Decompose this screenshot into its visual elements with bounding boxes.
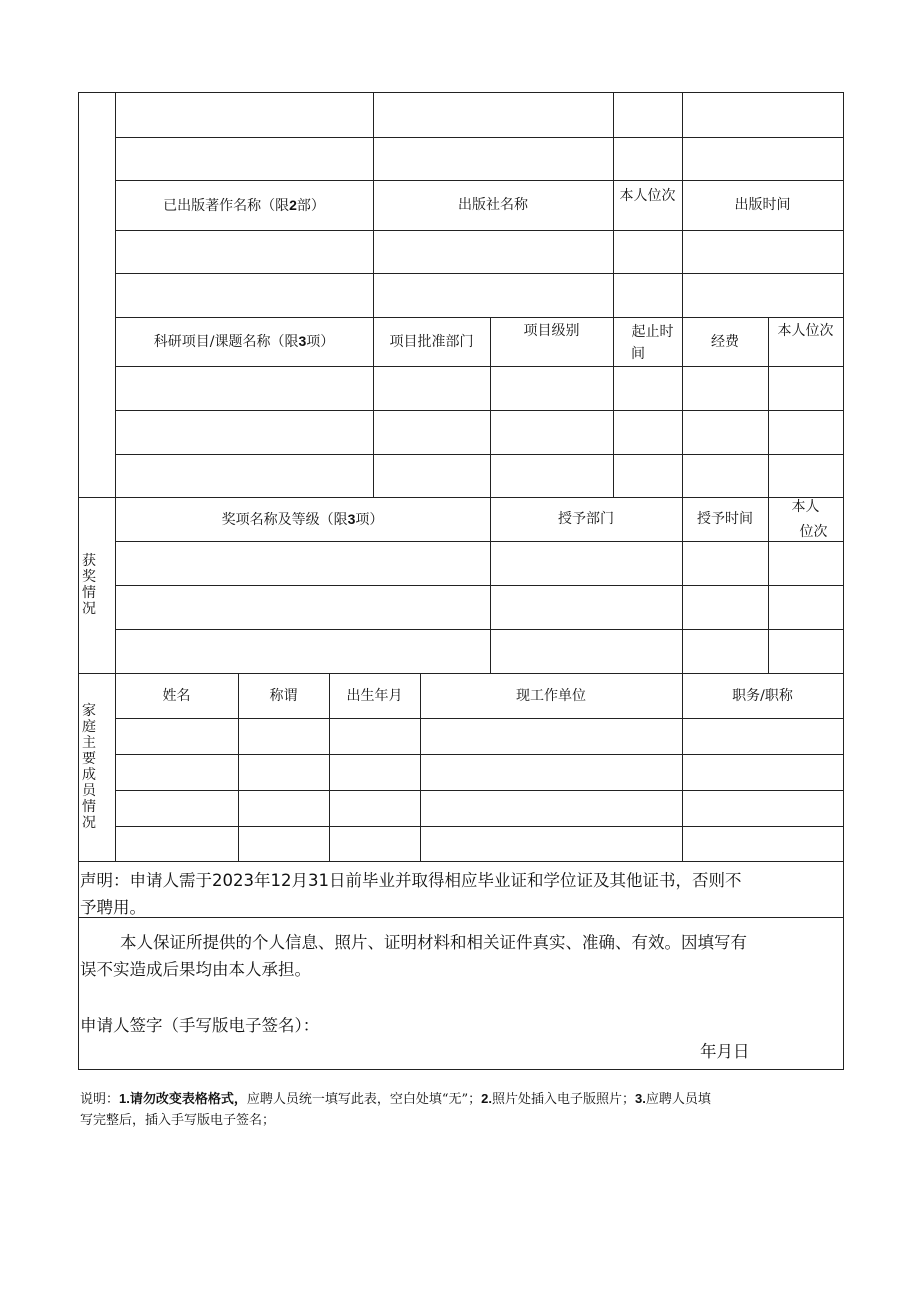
rule-right: [843, 92, 844, 1070]
rule: [115, 454, 844, 455]
footer-note-line-2: 写完整后，插入手写版电子签名；: [80, 1113, 276, 1128]
rule-section: [78, 861, 844, 862]
award-rank-header-1: 本人: [791, 499, 820, 515]
awards-section-label: 获奖情况: [82, 553, 96, 617]
proj-rank-header: 本人位次: [777, 323, 834, 339]
family-name-header: 姓名: [162, 688, 191, 704]
declaration-line-1: 声明：申请人需于2023年12月31日前毕业并取得相应毕业证和学位证及其他证书，否则不: [80, 871, 742, 890]
proj-period-header-1: 起止时: [631, 324, 674, 340]
rule: [115, 137, 844, 138]
pub-rank-header: 本人位次: [619, 188, 676, 204]
rule: [115, 273, 844, 274]
rule-section: [78, 917, 844, 918]
rule: [768, 497, 769, 674]
rule: [115, 366, 844, 367]
rule: [115, 718, 844, 719]
rule: [115, 754, 844, 755]
rule: [115, 410, 844, 411]
rule: [115, 541, 844, 542]
rule-section: [78, 497, 844, 498]
rule: [768, 317, 769, 498]
rule-section: [78, 673, 844, 674]
rule: [373, 92, 374, 498]
rule: [490, 317, 491, 498]
pub-title-header: 已出版著作名称（限2部）: [163, 197, 325, 214]
rule: [613, 317, 614, 498]
rule: [115, 317, 844, 318]
rule-bottom: [78, 1069, 844, 1070]
award-title-header: 奖项名称及等级（限3项）: [221, 511, 384, 528]
proj-dept-header: 项目批准部门: [389, 334, 474, 350]
proj-period-header-2: 间: [631, 346, 645, 362]
pub-date-header: 出版时间: [734, 197, 791, 213]
pub-publisher-header: 出版社名称: [458, 197, 528, 213]
award-rank-header-2: 位次: [799, 524, 828, 540]
family-section-label: 家庭主要成员情况: [82, 703, 96, 831]
family-birth-header: 出生年月: [346, 688, 403, 704]
family-relation-header: 称谓: [269, 688, 298, 704]
family-position-header: 职务/职称: [732, 688, 793, 704]
signature-date: 年月日: [700, 1042, 750, 1061]
rule: [115, 230, 844, 231]
footer-note-line-1: 说明：1.请勿改变表格格式，应聘人员统一填写此表，空白处填“无”；2.照片处插入电子版照片；3.应聘人员填: [80, 1091, 711, 1107]
rule: [115, 629, 844, 630]
signature-label: 申请人签字（手写版电子签名）：: [80, 1016, 320, 1035]
award-dept-header: 授予部门: [558, 511, 614, 527]
award-date-header: 授予时间: [697, 511, 753, 527]
rule: [115, 585, 844, 586]
family-employer-header: 现工作单位: [516, 688, 586, 704]
proj-funding-header: 经费: [711, 334, 739, 350]
proj-level-header: 项目级别: [523, 323, 580, 339]
pledge-line-2: 误不实造成后果均由本人承担。: [80, 960, 311, 979]
rule: [115, 180, 844, 181]
rule: [115, 790, 844, 791]
proj-title-header: 科研项目/课题名称（限3项）: [153, 333, 335, 350]
rule-left: [78, 92, 79, 1070]
pledge-line-1: 本人保证所提供的个人信息、照片、证明材料和相关证件真实、准确、有效。因填写有: [120, 933, 747, 952]
declaration-line-2: 予聘用。: [80, 898, 146, 917]
rule: [115, 826, 844, 827]
rule-top: [78, 92, 844, 93]
